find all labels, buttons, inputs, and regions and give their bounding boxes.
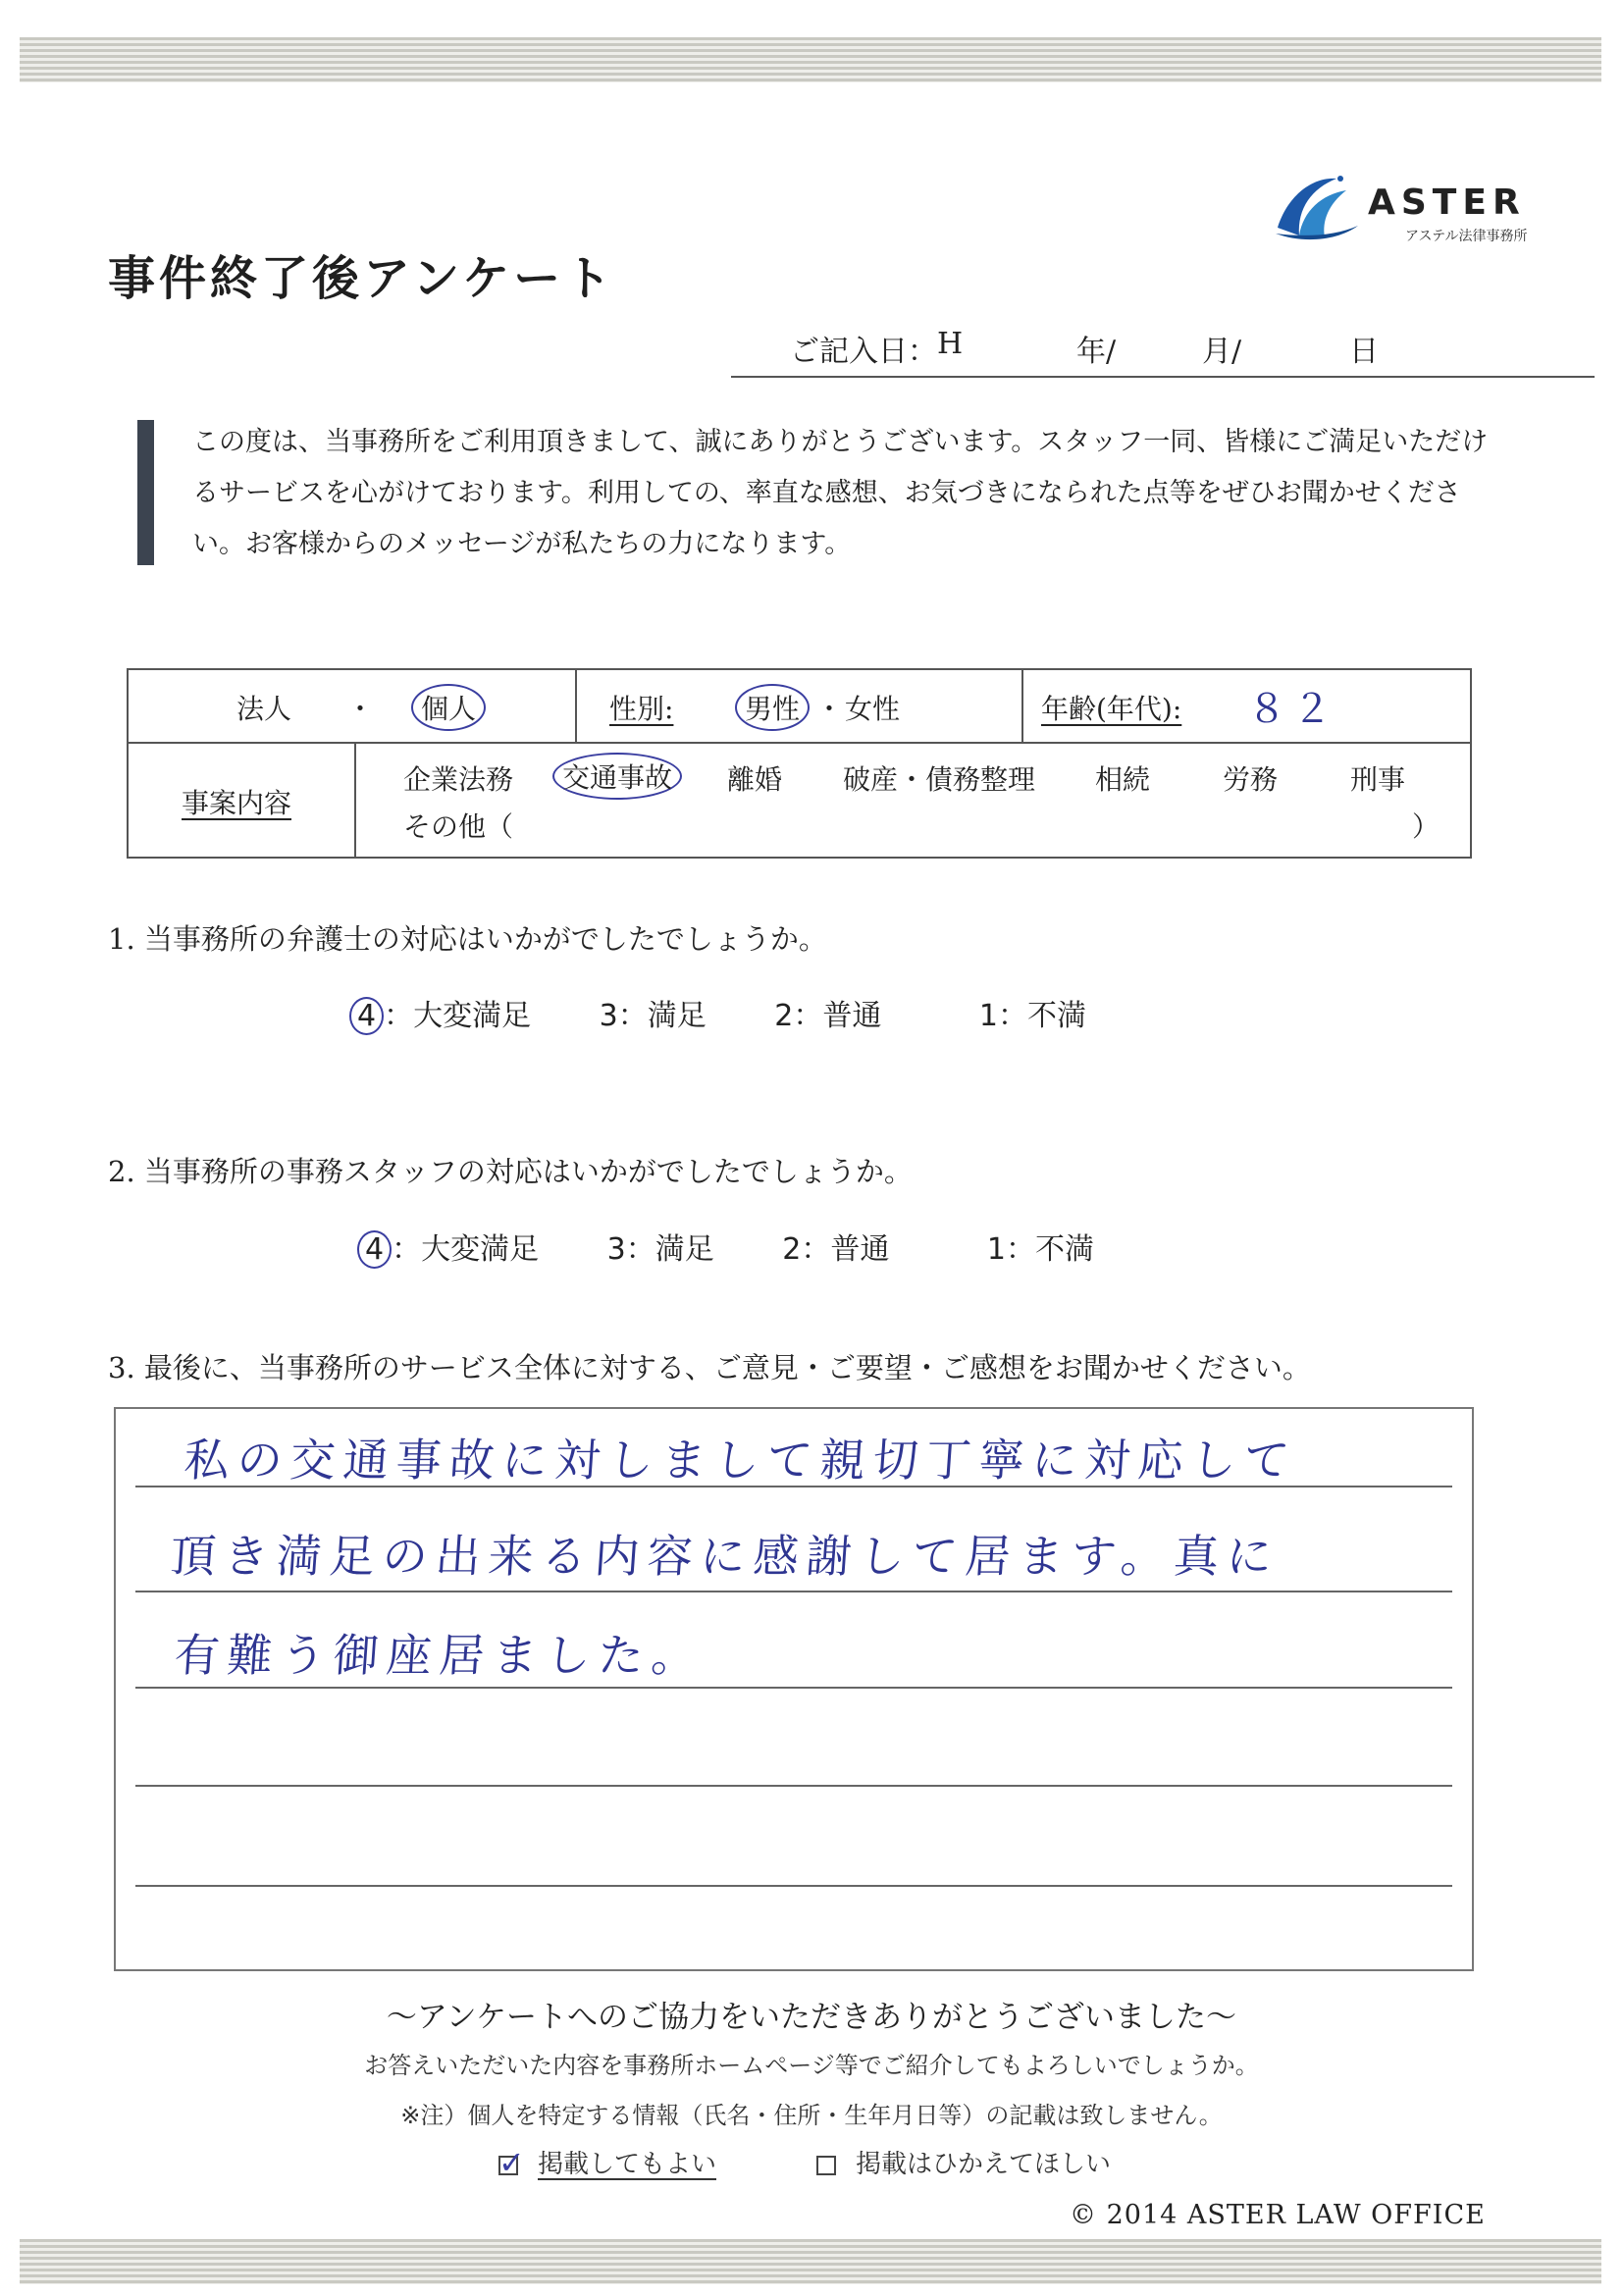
logo-wordmark: ASTER — [1368, 183, 1526, 223]
option-individual-selected[interactable]: 個人 — [411, 684, 486, 731]
privacy-note: ※注）個人を特定する情報（氏名・住所・生年月日等）の記載は致しません。 — [400, 2102, 1223, 2129]
q2-option-1[interactable]: 1 — [986, 1232, 1007, 1267]
q1-option-3[interactable]: 3 — [599, 999, 618, 1033]
top-decorative-band — [20, 37, 1601, 82]
q1-option-4-selected[interactable]: 4 — [349, 997, 384, 1035]
table-divider — [129, 742, 1470, 744]
q2-option-4-label: ：大変満足 — [392, 1232, 540, 1267]
thanks-message: 〜アンケートへのご協力をいただきありがとうございました〜 — [386, 2000, 1237, 2035]
case-type-corporate-law[interactable]: 企業法務 — [403, 763, 514, 796]
date-entry-row — [731, 327, 1595, 378]
option-female[interactable]: 女性 — [845, 693, 901, 725]
question-2: 2. 当事務所の事務スタッフの対応はいかがでしたでしょうか。 — [108, 1155, 913, 1188]
publish-agree-option[interactable] — [498, 2144, 716, 2180]
ruled-line — [135, 1785, 1452, 1787]
logo-subtitle: アステル法律事務所 — [1405, 229, 1528, 244]
option-male-selected[interactable]: 男性 — [735, 684, 810, 731]
copyright: © 2014 ASTER LAW OFFICE — [1070, 2200, 1486, 2230]
table-divider — [1021, 670, 1023, 742]
case-type-bankruptcy[interactable]: 破産・債務整理 — [843, 763, 1036, 796]
case-type-traffic-accident-selected[interactable]: 交通事故 — [552, 753, 682, 800]
separator-dot: ・ — [346, 693, 375, 725]
q1-option-1-label: ：不満 — [998, 999, 1087, 1033]
date-month[interactable]: 月/ — [1202, 335, 1242, 369]
check-icon: ✓ — [498, 2143, 525, 2181]
question-1: 1. 当事務所の弁護士の対応はいかがでしたでしょうか。 — [108, 922, 827, 956]
date-year[interactable]: 年/ — [1076, 335, 1117, 369]
case-type-criminal[interactable]: 刑事 — [1350, 763, 1406, 796]
question-2-rating — [357, 1225, 1094, 1268]
table-divider — [575, 670, 577, 742]
case-type-other[interactable]: その他（ — [403, 810, 514, 843]
publish-decline-option[interactable] — [816, 2144, 1111, 2180]
respondent-info-table — [127, 668, 1472, 859]
age-label: 年齢(年代): — [1041, 693, 1182, 725]
q2-option-2[interactable]: 2 — [782, 1232, 802, 1267]
question-3: 3. 最後に、当事務所のサービス全体に対する、ご意見・ご要望・ご感想をお聞かせください。 — [108, 1351, 1311, 1384]
separator-dot: ・ — [815, 693, 844, 725]
q2-option-1-label: ：不満 — [1006, 1232, 1095, 1267]
agree-label: 掲載してもよい — [538, 2150, 717, 2179]
q1-option-2[interactable]: 2 — [774, 999, 794, 1033]
agree-checkbox-checked[interactable] — [498, 2143, 525, 2181]
q1-option-1[interactable]: 1 — [978, 999, 999, 1033]
comment-line-3: 有難う御座居ました。 — [172, 1629, 707, 1682]
q2-option-3[interactable]: 3 — [606, 1232, 626, 1267]
gender-label: 性別: — [609, 693, 674, 725]
decline-checkbox[interactable] — [816, 2156, 836, 2175]
question-1-rating — [349, 991, 1086, 1034]
publication-question: お答えいただいた内容を事務所ホームページ等でご紹介してもよろしいでしょうか。 — [364, 2052, 1259, 2079]
decline-label: 掲載はひかえてほしい — [856, 2150, 1112, 2179]
q1-option-4-label: ：大変満足 — [384, 999, 532, 1033]
case-type-divorce[interactable]: 離婚 — [727, 763, 783, 796]
option-corporate[interactable]: 法人 — [236, 693, 292, 725]
ruled-line — [135, 1687, 1452, 1689]
q2-option-4-selected[interactable]: 4 — [357, 1230, 392, 1269]
date-label: ご記入日： — [790, 335, 937, 369]
q1-option-3-label: ：満足 — [617, 999, 707, 1033]
date-era[interactable]: H — [937, 327, 964, 361]
bottom-decorative-band — [20, 2239, 1601, 2284]
age-value[interactable]: ８２ — [1247, 687, 1337, 732]
ruled-line — [135, 1591, 1452, 1592]
table-divider — [354, 742, 356, 859]
case-label: 事案内容 — [182, 787, 292, 819]
case-type-labor[interactable]: 労務 — [1223, 763, 1279, 796]
case-type-inheritance[interactable]: 相続 — [1095, 763, 1151, 796]
case-type-other-close: ） — [1412, 810, 1440, 843]
aster-logo — [1268, 167, 1552, 245]
aster-logo-icon — [1268, 167, 1366, 245]
intro-accent-bar — [137, 420, 154, 565]
q1-option-2-label: ：普通 — [793, 999, 882, 1033]
page-title: 事件終了後アンケート — [108, 251, 616, 306]
q2-option-2-label: ：普通 — [801, 1232, 890, 1267]
comment-line-1: 私の交通事故に対しまして親切丁寧に対応して — [182, 1434, 1299, 1487]
date-day[interactable]: 日 — [1349, 335, 1379, 369]
intro-text: この度は、当事務所をご利用頂きまして、誠にありがとうございます。スタッフ一同、皆様にご満足いただけるサービスを心がけております。利用しての、率直な感想、お気づきになられた点等をぜひお聞かせください。お客様からのメッセージが私たちの力になります。 — [192, 427, 1489, 559]
ruled-line — [135, 1885, 1452, 1887]
comment-box[interactable] — [114, 1407, 1474, 1971]
q2-option-3-label: ：満足 — [625, 1232, 714, 1267]
comment-line-2: 頂き満足の出来る内容に感謝して居ます。真に — [168, 1530, 1283, 1583]
